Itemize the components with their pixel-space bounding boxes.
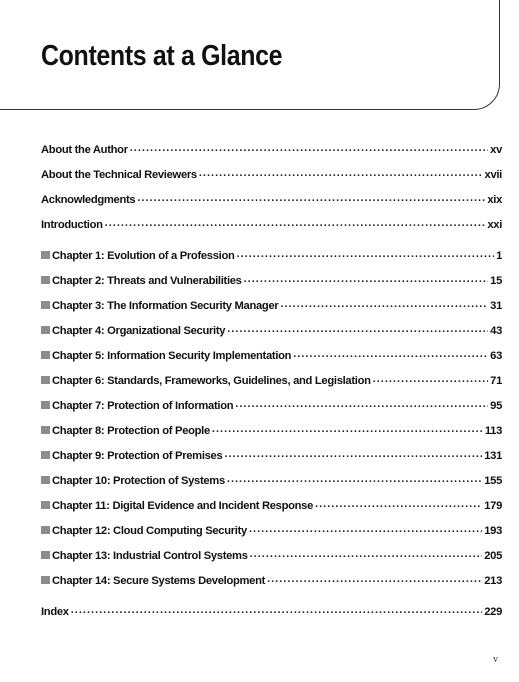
chapter-marker-icon [41, 326, 50, 334]
toc-entry-acknowledgments[interactable] [41, 193, 502, 218]
toc-entry-about-author[interactable] [41, 143, 502, 168]
chapter-marker-icon [41, 576, 50, 584]
toc-entry-page: 1 [496, 250, 502, 262]
toc-entry-chapter-2[interactable] [41, 274, 502, 299]
chapter-marker-icon [41, 251, 50, 259]
toc-entry-label: Chapter 7: Protection of Information [52, 400, 234, 412]
dot-leader [315, 499, 482, 509]
toc-entry-page: xix [487, 194, 502, 206]
toc-entry-label: Acknowledgments [41, 194, 136, 206]
dot-leader [249, 524, 482, 534]
dot-leader [293, 349, 488, 359]
page-title: Contents at a Glance [41, 40, 283, 72]
toc-entry-page: xxi [487, 219, 502, 231]
chapter-marker-icon [41, 276, 50, 284]
chapter-marker-icon [41, 501, 50, 509]
toc-entry-page: 193 [484, 525, 502, 537]
dot-leader [224, 449, 482, 459]
toc-entry-label: Chapter 5: Information Security Implementation [52, 350, 292, 362]
dot-leader [227, 324, 488, 334]
toc-entry-page: 71 [490, 375, 502, 387]
toc-entry-label: Chapter 8: Protection of People [52, 425, 210, 437]
toc-entry-label: Chapter 12: Cloud Computing Security [52, 525, 247, 537]
chapter-marker-icon [41, 376, 50, 384]
chapter-marker-icon [41, 526, 50, 534]
dot-leader [130, 143, 488, 153]
toc-entry-chapter-5[interactable] [41, 349, 502, 374]
toc-entry-chapter-3[interactable] [41, 299, 502, 324]
toc-entry-page: 31 [490, 300, 502, 312]
chapter-marker-icon [41, 426, 50, 434]
toc-entry-chapter-1[interactable] [41, 249, 502, 274]
toc-entry-chapter-7[interactable] [41, 399, 502, 424]
toc-entry-label: About the Author [41, 144, 128, 156]
dot-leader [105, 218, 486, 228]
toc-entry-about-reviewers[interactable] [41, 168, 502, 193]
toc-entry-chapter-13[interactable] [41, 549, 502, 574]
dot-leader [71, 605, 482, 615]
toc-entry-chapter-6[interactable] [41, 374, 502, 399]
dot-leader [237, 249, 495, 259]
toc-entry-label: Index [41, 606, 69, 618]
toc-entry-page: 229 [484, 606, 502, 618]
toc-entry-label: Chapter 1: Evolution of a Profession [52, 250, 235, 262]
chapter-marker-icon [41, 551, 50, 559]
toc-entry-page: 179 [484, 500, 502, 512]
toc-entry-chapter-12[interactable] [41, 524, 502, 549]
toc-entry-label: Chapter 6: Standards, Frameworks, Guidelines, and Legislation [52, 375, 371, 387]
toc-entry-introduction[interactable] [41, 218, 502, 243]
toc-entry-chapter-10[interactable] [41, 474, 502, 499]
toc-entry-page: xvii [484, 169, 502, 181]
toc-entry-label: Chapter 11: Digital Evidence and Incident Response [52, 500, 314, 512]
toc-entry-page: 15 [490, 275, 502, 287]
toc-entry-chapter-4[interactable] [41, 324, 502, 349]
toc-entry-index[interactable] [41, 605, 502, 630]
toc-entry-chapter-14[interactable] [41, 574, 502, 599]
toc-entry-label: Chapter 4: Organizational Security [52, 325, 226, 337]
dot-leader [235, 399, 488, 409]
chapter-marker-icon [41, 351, 50, 359]
toc-entry-chapter-8[interactable] [41, 424, 502, 449]
toc-entry-label: Chapter 14: Secure Systems Development [52, 575, 266, 587]
toc-entry-label: About the Technical Reviewers [41, 169, 197, 181]
toc-entry-chapter-11[interactable] [41, 499, 502, 524]
toc-entry-chapter-9[interactable] [41, 449, 502, 474]
toc-entry-label: Introduction [41, 219, 103, 231]
dot-leader [199, 168, 483, 178]
toc-entry-page: 131 [484, 450, 502, 462]
toc-entry-page: 63 [490, 350, 502, 362]
dot-leader [280, 299, 488, 309]
dot-leader [244, 274, 489, 284]
dot-leader [137, 193, 485, 203]
toc-entry-label: Chapter 10: Protection of Systems [52, 475, 225, 487]
table-of-contents [41, 143, 502, 630]
chapter-marker-icon [41, 476, 50, 484]
toc-entry-page: 155 [484, 475, 502, 487]
dot-leader [250, 549, 483, 559]
dot-leader [267, 574, 482, 584]
toc-entry-page: 95 [490, 400, 502, 412]
toc-entry-label: Chapter 2: Threats and Vulnerabilities [52, 275, 242, 287]
toc-entry-page: xv [490, 144, 502, 156]
page-number: v [493, 654, 498, 665]
toc-entry-page: 43 [490, 325, 502, 337]
toc-entry-label: Chapter 9: Protection of Premises [52, 450, 223, 462]
toc-entry-label: Chapter 3: The Information Security Manager [52, 300, 279, 312]
toc-entry-page: 205 [484, 550, 502, 562]
toc-entry-page: 113 [484, 425, 502, 437]
chapter-marker-icon [41, 401, 50, 409]
toc-entry-page: 213 [484, 575, 502, 587]
chapter-marker-icon [41, 301, 50, 309]
dot-leader [212, 424, 483, 434]
dot-leader [227, 474, 482, 484]
dot-leader [373, 374, 488, 384]
toc-entry-label: Chapter 13: Industrial Control Systems [52, 550, 248, 562]
chapter-marker-icon [41, 451, 50, 459]
